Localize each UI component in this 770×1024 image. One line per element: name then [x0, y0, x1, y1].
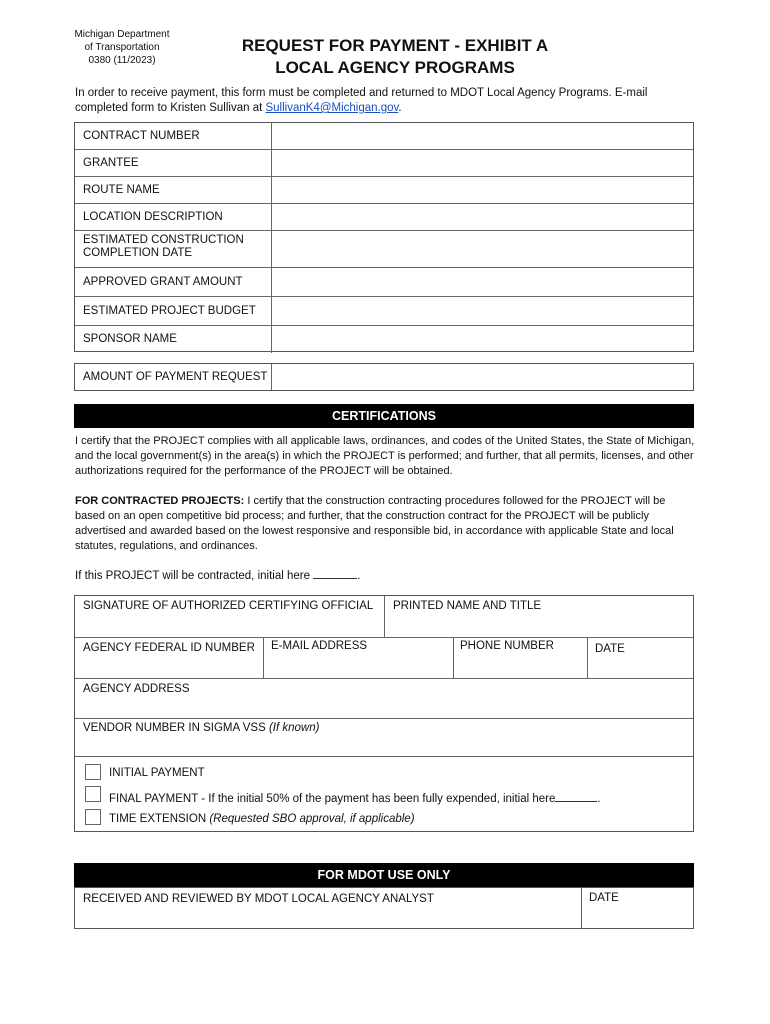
agency-name-line2: of Transportation: [84, 42, 160, 53]
title-line1: REQUEST FOR PAYMENT - EXHIBIT A: [241, 36, 549, 55]
printed-name-label: PRINTED NAME AND TITLE: [393, 600, 542, 612]
received-reviewed-label: RECEIVED AND REVIEWED BY MDOT LOCAL AGENCY ANALYST: [83, 893, 434, 905]
initial-payment-checkbox[interactable]: [85, 764, 101, 780]
project-field-label: ESTIMATED PROJECT BUDGET: [83, 305, 256, 317]
initial-end: .: [357, 570, 361, 582]
time-extension-note: (Requested SBO approval, if applicable): [209, 813, 415, 825]
project-field-row: [75, 150, 693, 177]
initial-line: [75, 567, 360, 582]
contracted-projects-text: I certify that the construction contracting procedures followed for the PROJECT will be based on an open competitive bid process; and further, that the construction contract for the PROJECT will be publicly advertised and awarded based on the lowest responsive and responsible bid, in accordance with applicable State and local statutes, regulations, and ordinances.: [75, 495, 674, 552]
project-field-row: [75, 123, 693, 150]
contracted-projects-label: FOR CONTRACTED PROJECTS:: [75, 495, 245, 507]
time-extension-text: TIME EXTENSION: [109, 813, 210, 825]
project-field-input[interactable]: [272, 297, 693, 325]
project-field-label: CONTRACT NUMBER: [83, 130, 200, 142]
project-field-row: [75, 268, 693, 297]
time-extension-checkbox[interactable]: [85, 809, 101, 825]
initial-blank[interactable]: [313, 567, 357, 579]
agency-name-line1: Michigan Department: [74, 29, 170, 40]
intro-body: In order to receive payment, this form must be completed and returned to MDOT Local Agency Programs. E-mail completed form to Kristen Sullivan at: [75, 87, 648, 114]
project-field-label: GRANTEE: [83, 157, 139, 169]
mdot-use-heading: FOR MDOT USE ONLY: [74, 863, 694, 887]
time-extension-label: [109, 813, 415, 826]
payment-request-input[interactable]: [272, 364, 693, 390]
project-field-row: [75, 231, 693, 268]
project-field-input[interactable]: [272, 268, 693, 296]
project-field-label: LOCATION DESCRIPTION: [83, 211, 223, 223]
project-field-input[interactable]: [272, 326, 693, 353]
title-line2: LOCAL AGENCY PROGRAMS: [275, 58, 515, 77]
signature-label: SIGNATURE OF AUTHORIZED CERTIFYING OFFICIAL: [83, 600, 374, 612]
project-field-label: SPONSOR NAME: [83, 333, 177, 345]
phone-number-label: PHONE NUMBER: [460, 640, 554, 652]
contracted-projects-paragraph: [75, 494, 695, 554]
final-payment-blank[interactable]: [555, 790, 597, 802]
final-payment-label: [109, 790, 601, 806]
final-payment-end: .: [597, 793, 601, 805]
project-field-row: [75, 177, 693, 204]
form-title: [190, 35, 600, 79]
mdot-date-label: DATE: [589, 892, 619, 904]
form-number: 0380 (11/2023): [88, 55, 156, 66]
project-field-label: ESTIMATED CONSTRUCTION COMPLETION DATE: [83, 234, 244, 259]
agency-address-label: AGENCY ADDRESS: [83, 683, 190, 695]
agency-block: [62, 28, 182, 67]
date-label: DATE: [595, 643, 625, 655]
project-field-input[interactable]: [272, 231, 693, 267]
initial-payment-label: INITIAL PAYMENT: [109, 767, 205, 779]
intro-text: [75, 86, 700, 116]
federal-id-label: AGENCY FEDERAL ID NUMBER: [83, 642, 255, 654]
project-field-label: ROUTE NAME: [83, 184, 160, 196]
project-field-row: [75, 204, 693, 231]
certifications-heading: CERTIFICATIONS: [74, 404, 694, 428]
intro-end: .: [398, 102, 402, 114]
payment-request-row: [74, 363, 694, 391]
vendor-number-label: [83, 722, 319, 735]
mdot-review-table: [74, 887, 694, 929]
certification-paragraph: I certify that the PROJECT complies with all applicable laws, ordinances, and codes of the United States, the State of Michigan, and the local government(s) in the area(s) in which the PROJECT is performed; and further, that all permits, licenses, and other authorizations required for the performance of the PROJECT will be obtained.: [75, 435, 695, 477]
project-field-label: APPROVED GRANT AMOUNT: [83, 276, 243, 288]
project-field-input[interactable]: [272, 204, 693, 230]
project-field-row: [75, 297, 693, 326]
vendor-number-note: (If known): [268, 722, 320, 734]
initial-text: If this PROJECT will be contracted, initial here: [75, 570, 310, 582]
project-field-input[interactable]: [272, 150, 693, 176]
project-info-table: [74, 122, 694, 352]
project-field-input[interactable]: [272, 123, 693, 149]
final-payment-text: FINAL PAYMENT - If the initial 50% of the payment has been fully expended, initial here: [109, 793, 556, 805]
email-address-label: E-MAIL ADDRESS: [271, 640, 368, 652]
email-link[interactable]: SullivanK4@Michigan.gov: [265, 102, 399, 114]
signature-table: [74, 595, 694, 832]
vendor-number-text: VENDOR NUMBER IN SIGMA VSS: [83, 722, 269, 734]
final-payment-checkbox[interactable]: [85, 786, 101, 802]
project-field-row: [75, 326, 693, 353]
project-field-input[interactable]: [272, 177, 693, 203]
payment-request-label: AMOUNT OF PAYMENT REQUEST: [83, 371, 268, 383]
